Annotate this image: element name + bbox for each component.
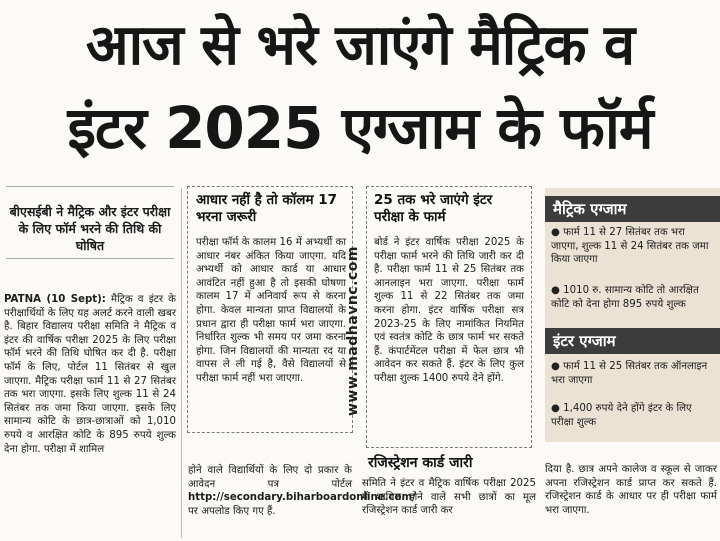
matric-point-2: ● 1010 रु. सामान्य कोटि तो आरक्षित कोटि को देना होगा 895 रुपये शुल्क [551,285,699,310]
subhead-rule-bottom [6,258,174,259]
inter-exam-heading: इंटर एग्जाम [545,328,720,354]
registration-title: रजिस्ट्रेशन कार्ड जारी [368,455,473,471]
registration-body-cont: दिया है. छात्र अपने कालेज व स्कूल से जाकर अपना रजिस्ट्रेशन कार्ड प्राप्त कर सकते हैं. रजिस्ट्रेशन कार्ड के आधार पर ही परीक्षा फार्म भरा जाएगा. [545,464,717,516]
matric-exam-heading: मैट्रिक एग्जाम [545,196,720,222]
watermark: www.madhavnc.com [345,246,361,416]
inter-box-body: बोर्ड ने इंटर वार्षिक परीक्षा 2025 के परीक्षा फार्म भरने की तिथि जारी कर दी है. परीक्षा फार्म 11 से 25 सितंबर तक आनलाइन भरा जाएगा. परीक्षा फार्म शुल्क 11 से 22 सितंबर तक जमा करना होगा. इंटर वार्षिक परीक्षा सत्र 2023-25 के लिए नामांकित नियमित एवं स्वतंत्र कोटि के छात्र फार्म भर सकते हैं. कंपार्टमेंटल परीक्षा में फेल छात्र भी आवेदन कर सकते हैं. इंटर के लिए कुल परीक्षा शुल्क 1400 रुपये देने होंगे. [374,237,524,384]
info-sidebar [545,188,720,442]
lead-subhead: बीएसईबी ने मैट्रिक और इंटर परीक्षा के लिए फॉर्म भरने की तिथि की घोषित [9,204,171,253]
headline-line-1: आज से भरे जाएंगे मैट्रिक व [85,13,635,78]
aadhaar-box-title: आधार नहीं है तो कॉलम 17 भरना जरूरी [196,192,338,225]
column-divider-1 [181,188,182,538]
lead-text: मैट्रिक व इंटर के परीक्षार्थियों के लिए यह अलर्ट करने वाली खबर है. बिहार विद्यालय परीक्षा समिति ने मैट्रिक व इंटर की वार्षिक परीक्षा 2025 के लिए परीक्षा फॉर्म भरने की तिथि घोषित कर दी है. परीक्षा फॉर्म के लिए, पोर्टल 11 सितंबर से खुल जाएगा. मैट्रिक परीक्षा फार्म 11 से 27 सितंबर तक भरा जाएगा. इसके लिए शुल्क 11 से 24 सितंबर तक जमा किया जाएगा. इसके लिए सामान्य कोटि के छात्र-छात्राओं को 1,010 रुपये व आरक्षित कोटि के 895 रुपये शुल्क देना होगा. परीक्षा में शामिल [4,294,176,455]
matric-point-1: ● फार्म 11 से 27 सितंबर तक भरा जाएगा, शुल्क 11 से 24 सितंबर तक जमा किया जाएगा [551,227,709,266]
lead-body [4,293,176,456]
headline-line-2: इंटर 2025 एग्जाम के फॉर्म [67,94,653,162]
subhead-rule [6,186,174,187]
inter-point-2: ● 1,400 रुपये देने होंगे इंटर के लिए परीक्षा शुल्क [551,403,692,428]
dateline: PATNA (10 Sept): [4,294,106,305]
inter-box-title: 25 तक भरे जाएंगे इंटर परीक्षा के फार्म [374,192,493,225]
registration-body: समिति ने इंटर व मैट्रिक वार्षिक परीक्षा 2025 में शामिल होने वाले सभी छात्रों का मूल रजिस्ट्रेशन कार्ड जारी कर [362,478,536,517]
inter-point-1: ● फार्म 11 से 25 सितंबर तक ऑनलाइन भरा जाएगा [551,361,708,386]
aadhaar-box-body: परीक्षा फॉर्म के कालम 16 में अभ्यर्थी का आधार नंबर अंकित किया जाएगा. यदि अभ्यर्थी को आधार कार्ड या आधार आवंटित नहीं हुआ है तो इसकी घोषणा कालम 17 में अनिवार्य रूप से करना होगा. केवल मान्यता प्राप्त विद्यालयों के प्रधान द्वारा ही परीक्षा फार्म भरा जाएगा. निर्धारित शुल्क भी समय पर जमा करना होगा. जिन विद्यालयों की मान्यता रद या वापस ले ली गई है, वैसे विद्यालयों से परीक्षा फार्म नहीं भरा जाएगा. [196,237,346,384]
portal-url: http://secondary.biharboardonline.com/ [188,492,416,504]
col2-bottom-text: होने वाले विद्यार्थियों के लिए दो प्रकार के आवेदन पत्र पोर्टल http://secondary.biharboardonline.com/ पर अपलोड किए गए हैं. [188,465,416,517]
